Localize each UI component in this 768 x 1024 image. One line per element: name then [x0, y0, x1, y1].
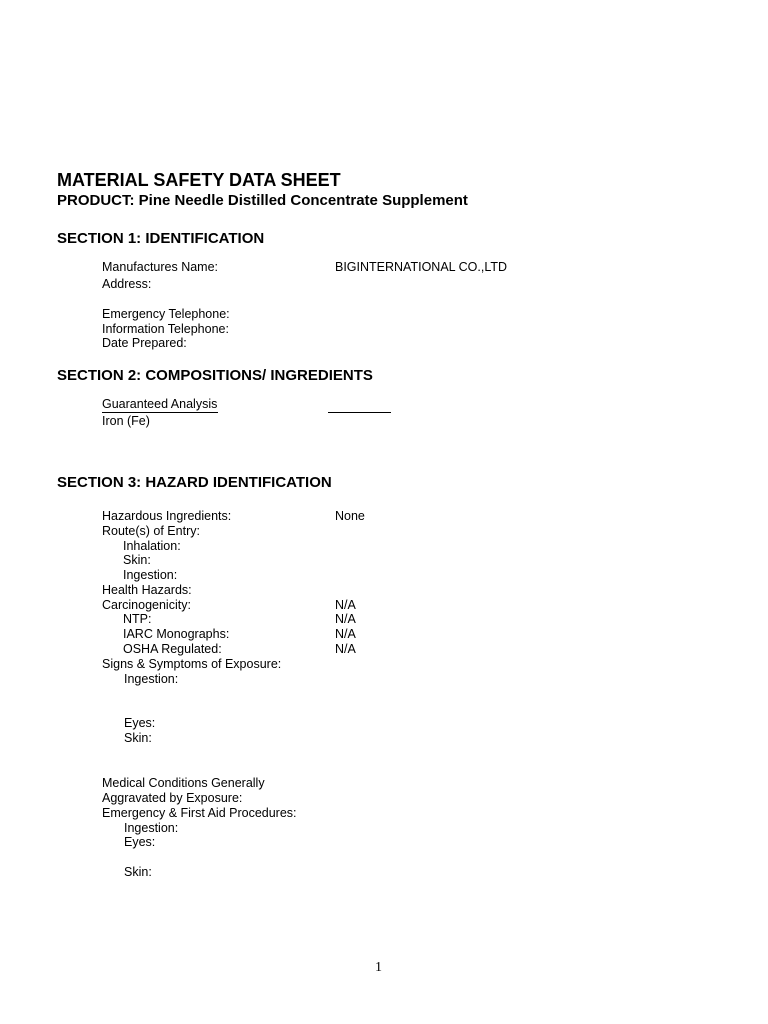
hazardous-ingredients-value: None	[335, 509, 365, 523]
signs-symptoms-label: Signs & Symptoms of Exposure:	[102, 657, 282, 671]
ntp-label: NTP:	[123, 612, 152, 626]
route-inhalation-label: Inhalation:	[123, 539, 181, 553]
manufacturer-label: Manufactures Name:	[102, 260, 219, 274]
section-2-heading: SECTION 2: COMPOSITIONS/ INGREDIENTS	[57, 367, 373, 384]
signs-eyes-label: Eyes:	[124, 716, 156, 730]
carcinogenicity-label: Carcinogenicity:	[102, 598, 191, 612]
date-prepared-label: Date Prepared:	[102, 336, 187, 350]
carcinogenicity-value: N/A	[335, 598, 356, 612]
medical-conditions-label-line2: Aggravated by Exposure:	[102, 791, 243, 805]
emergency-telephone-label: Emergency Telephone:	[102, 307, 230, 321]
route-skin-label: Skin:	[123, 553, 151, 567]
address-label: Address:	[102, 277, 152, 291]
medical-conditions-label-line1: Medical Conditions Generally	[102, 776, 265, 790]
iarc-monographs-label: IARC Monographs:	[123, 627, 230, 641]
section-3-heading: SECTION 3: HAZARD IDENTIFICATION	[57, 474, 332, 491]
information-telephone-label: Information Telephone:	[102, 322, 229, 336]
iarc-monographs-value: N/A	[335, 627, 356, 641]
first-aid-procedures-label: Emergency & First Aid Procedures:	[102, 806, 297, 820]
first-aid-ingestion-label: Ingestion:	[124, 821, 179, 835]
signs-ingestion-label: Ingestion:	[124, 672, 179, 686]
guaranteed-analysis-header: Guaranteed Analysis	[102, 397, 218, 411]
document-title: MATERIAL SAFETY DATA SHEET	[57, 170, 341, 190]
osha-regulated-value: N/A	[335, 642, 356, 656]
ntp-value: N/A	[335, 612, 356, 626]
first-aid-eyes-label: Eyes:	[124, 835, 156, 849]
manufacturer-value: BIGINTERNATIONAL CO.,LTD	[335, 260, 508, 274]
route-ingestion-label: Ingestion:	[123, 568, 178, 582]
routes-of-entry-label: Route(s) of Entry:	[102, 524, 200, 538]
analysis-value-blank-line	[328, 412, 391, 413]
section-1-heading: SECTION 1: IDENTIFICATION	[57, 230, 265, 247]
osha-regulated-label: OSHA Regulated:	[123, 642, 222, 656]
hazardous-ingredients-label: Hazardous Ingredients:	[102, 509, 232, 523]
signs-skin-label: Skin:	[124, 731, 152, 745]
health-hazards-label: Health Hazards:	[102, 583, 192, 597]
page-number: 1	[375, 960, 382, 975]
first-aid-skin-label: Skin:	[124, 865, 152, 879]
product-name: PRODUCT: Pine Needle Distilled Concentrate Supplement	[57, 192, 468, 209]
ingredient-iron: Iron (Fe)	[102, 414, 150, 428]
